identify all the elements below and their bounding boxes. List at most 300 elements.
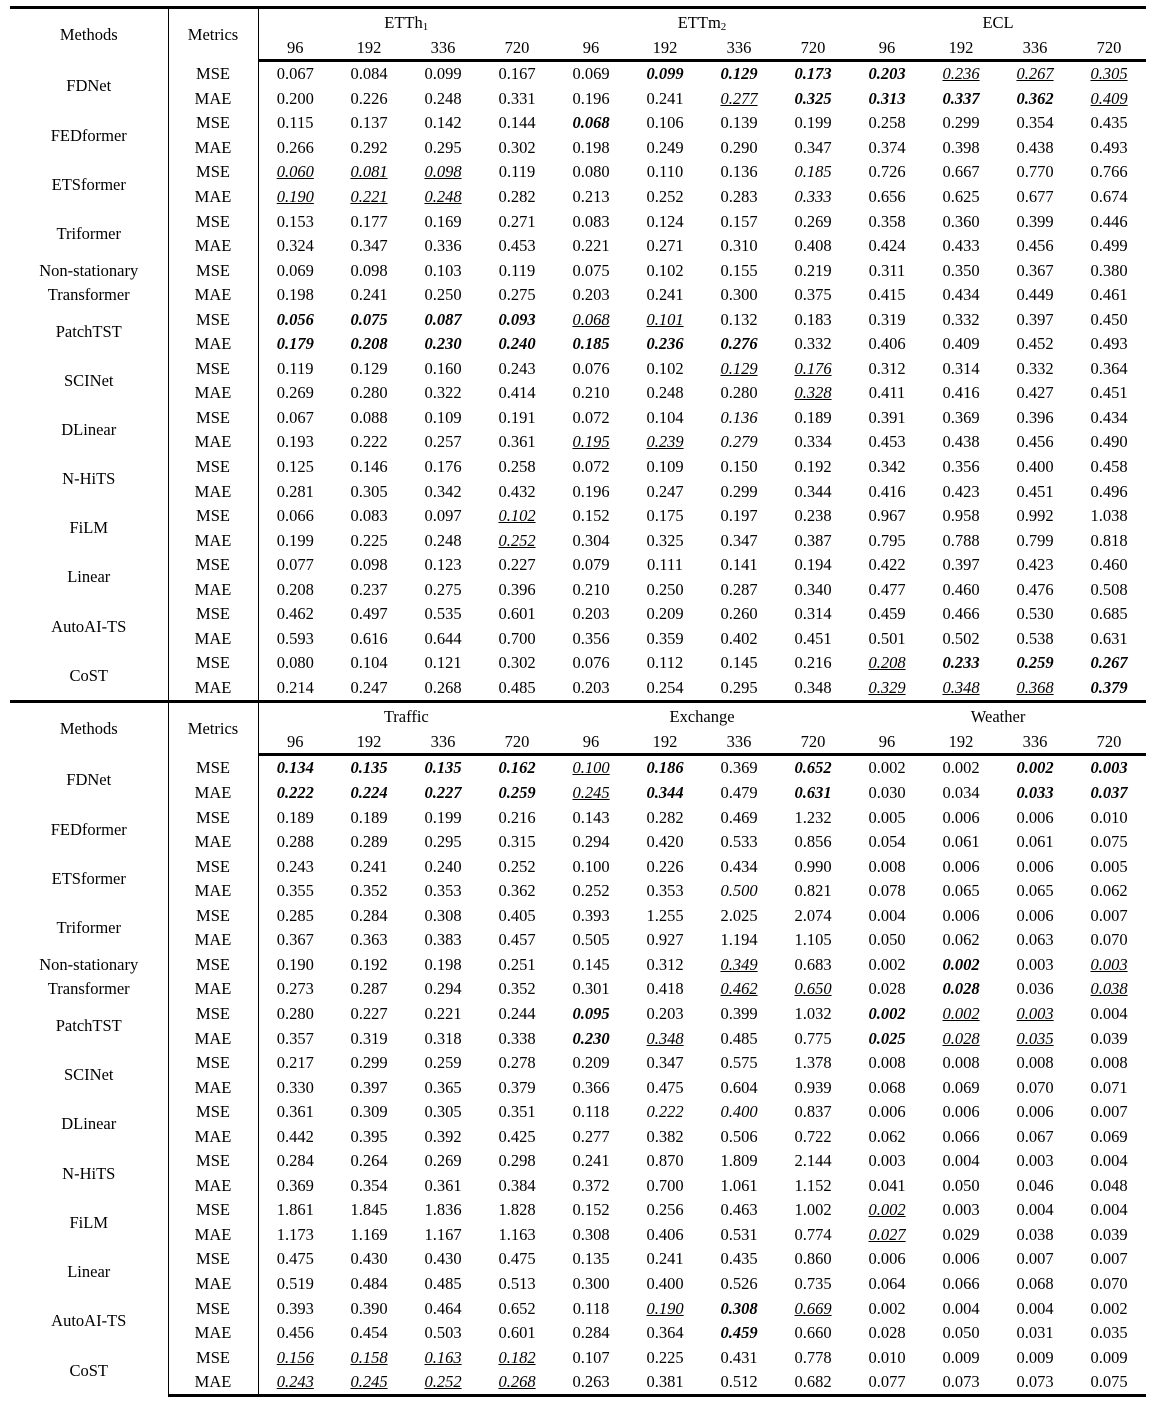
value-cell: 0.392 xyxy=(424,1126,462,1146)
value-cell: 0.453 xyxy=(498,236,536,256)
value-cell: 0.007 xyxy=(1016,1249,1054,1269)
value-cell: 0.365 xyxy=(424,1077,462,1097)
value-cell: 0.325 xyxy=(794,88,832,108)
value-cell: 0.990 xyxy=(794,856,832,876)
value-cell: 0.036 xyxy=(1016,979,1054,999)
value-cell: 0.352 xyxy=(498,979,536,999)
value-cell: 0.435 xyxy=(720,1249,758,1269)
value-cell: 0.048 xyxy=(1090,1175,1128,1195)
value-cell: 0.111 xyxy=(647,555,683,575)
value-cell: 0.656 xyxy=(868,187,906,206)
value-cell: 0.109 xyxy=(646,457,684,477)
value-cell: 0.967 xyxy=(868,506,906,526)
value-cell: 0.452 xyxy=(1016,334,1054,354)
value-cell: 0.290 xyxy=(720,137,758,157)
metric-label: MSE xyxy=(168,1002,258,1027)
value-cell: 0.354 xyxy=(350,1175,388,1195)
value-cell: 0.118 xyxy=(572,1298,610,1318)
value-cell: 0.233 xyxy=(942,653,980,673)
value-cell: 0.287 xyxy=(720,579,758,599)
value-cell: 0.190 xyxy=(258,953,332,978)
value-cell: 0.259 xyxy=(1016,653,1054,673)
value-cell: 0.209 xyxy=(572,1053,610,1073)
value-cell: 0.004 xyxy=(942,1298,980,1318)
value-cell: 0.006 xyxy=(942,1249,980,1269)
table-row xyxy=(10,307,1146,332)
value-cell: 0.025 xyxy=(868,1028,906,1048)
value-cell: 0.485 xyxy=(498,677,536,697)
value-cell: 0.312 xyxy=(646,954,684,974)
value-cell: 0.476 xyxy=(1016,579,1054,599)
value-cell: 0.349 xyxy=(720,954,758,974)
value-cell: 0.414 xyxy=(498,383,536,403)
value-cell: 0.226 xyxy=(350,88,388,108)
value-cell: 0.328 xyxy=(794,383,832,403)
value-cell: 0.460 xyxy=(942,579,980,599)
value-cell: 0.244 xyxy=(498,1003,536,1023)
metric-label: MAE xyxy=(168,1223,258,1248)
value-cell: 0.355 xyxy=(258,879,332,904)
value-cell: 0.280 xyxy=(258,1002,332,1027)
value-cell: 0.348 xyxy=(942,677,980,697)
value-cell: 0.266 xyxy=(258,136,332,161)
value-cell: 0.766 xyxy=(1090,162,1128,182)
metric-label: MAE xyxy=(168,1370,258,1396)
value-cell: 0.068 xyxy=(572,113,610,133)
value-cell: 0.252 xyxy=(406,1370,480,1396)
horizon-header: 720 xyxy=(1072,731,1146,755)
value-cell: 0.208 xyxy=(350,334,388,354)
value-cell: 0.353 xyxy=(646,881,684,901)
value-cell: 0.221 xyxy=(350,187,388,206)
metric-label: MSE xyxy=(168,1149,258,1174)
value-cell: 0.660 xyxy=(794,1323,832,1343)
value-cell: 0.461 xyxy=(1090,285,1128,305)
value-cell: 0.129 xyxy=(720,358,758,378)
value-cell: 0.601 xyxy=(498,1323,536,1343)
value-cell: 0.499 xyxy=(1090,236,1128,256)
value-cell: 0.031 xyxy=(1016,1323,1054,1343)
value-cell: 0.093 xyxy=(498,309,536,329)
value-cell: 0.199 xyxy=(794,113,832,133)
table-row xyxy=(10,455,1146,480)
value-cell: 0.101 xyxy=(646,309,684,329)
value-cell: 0.454 xyxy=(350,1323,388,1343)
value-cell: 0.652 xyxy=(498,1298,536,1318)
value-cell: 0.674 xyxy=(1090,187,1128,206)
value-cell: 0.099 xyxy=(424,64,462,84)
value-cell: 0.079 xyxy=(572,555,610,575)
value-cell: 0.351 xyxy=(498,1102,536,1122)
value-cell: 0.860 xyxy=(794,1249,832,1269)
metric-label: MSE xyxy=(168,651,258,676)
value-cell: 0.098 xyxy=(424,162,462,182)
value-cell: 0.003 xyxy=(1090,758,1128,778)
value-cell: 0.046 xyxy=(1016,1175,1054,1195)
value-cell: 0.005 xyxy=(868,807,906,827)
table-row xyxy=(10,953,1146,978)
value-cell: 0.095 xyxy=(572,1003,610,1023)
value-cell: 0.347 xyxy=(646,1053,684,1073)
value-cell: 0.258 xyxy=(868,113,906,133)
value-cell: 0.434 xyxy=(720,856,758,876)
value-cell: 0.305 xyxy=(1090,64,1128,84)
value-cell: 0.028 xyxy=(868,1323,906,1343)
value-cell: 0.061 xyxy=(942,832,980,852)
value-cell: 0.008 xyxy=(1016,1053,1054,1073)
metric-label: MAE xyxy=(168,479,258,504)
value-cell: 0.136 xyxy=(720,162,758,182)
value-cell: 0.073 xyxy=(998,1370,1072,1396)
value-cell: 0.311 xyxy=(868,260,906,280)
value-cell: 0.451 xyxy=(794,628,832,648)
value-cell: 0.098 xyxy=(350,260,388,280)
value-cell: 0.685 xyxy=(1090,604,1128,624)
method-name: Non-stationary Transformer xyxy=(39,260,139,304)
metric-label: MAE xyxy=(168,332,258,357)
value-cell: 0.332 xyxy=(1016,358,1054,378)
value-cell: 0.119 xyxy=(258,357,332,382)
value-cell: 0.269 xyxy=(424,1151,462,1171)
value-cell: 0.069 xyxy=(258,258,332,283)
metric-label: MSE xyxy=(168,1296,258,1321)
value-cell: 0.002 xyxy=(1090,1298,1128,1318)
value-cell: 0.475 xyxy=(498,1249,536,1269)
value-cell: 0.446 xyxy=(1090,211,1128,231)
value-cell: 0.379 xyxy=(498,1077,536,1097)
method-name: FDNet xyxy=(66,75,112,95)
value-cell: 0.102 xyxy=(646,358,684,378)
value-cell: 0.241 xyxy=(646,285,684,305)
value-cell: 0.219 xyxy=(794,260,832,280)
value-cell: 2.025 xyxy=(720,905,758,925)
value-cell: 0.077 xyxy=(850,1370,924,1396)
value-cell: 0.189 xyxy=(350,807,388,827)
method-name: PatchTST xyxy=(55,322,122,342)
table-row xyxy=(10,553,1146,578)
value-cell: 0.216 xyxy=(794,653,832,673)
value-cell: 0.004 xyxy=(1090,1200,1128,1220)
value-cell: 0.526 xyxy=(720,1273,758,1293)
value-cell: 0.259 xyxy=(424,1053,462,1073)
value-cell: 0.230 xyxy=(424,334,462,354)
value-cell: 0.322 xyxy=(424,383,462,403)
value-cell: 0.124 xyxy=(646,211,684,231)
results-table-1 xyxy=(10,6,1146,700)
value-cell: 0.289 xyxy=(350,832,388,852)
value-cell: 0.238 xyxy=(794,506,832,526)
value-cell: 0.356 xyxy=(572,628,610,648)
dataset-header: ECL xyxy=(850,8,1146,38)
value-cell: 1.152 xyxy=(794,1175,832,1195)
table-row xyxy=(10,1247,1146,1272)
table-row xyxy=(10,1002,1146,1027)
value-cell: 0.141 xyxy=(720,555,758,575)
table-row xyxy=(10,381,1146,406)
value-cell: 0.400 xyxy=(646,1273,684,1293)
value-cell: 0.432 xyxy=(498,481,536,501)
value-cell: 0.226 xyxy=(646,856,684,876)
value-cell: 0.225 xyxy=(350,530,388,550)
value-cell: 0.142 xyxy=(424,113,462,133)
value-cell: 0.416 xyxy=(942,383,980,403)
value-cell: 0.308 xyxy=(572,1224,610,1244)
value-cell: 0.002 xyxy=(868,758,906,778)
value-cell: 0.065 xyxy=(942,881,980,901)
value-cell: 0.196 xyxy=(572,88,610,108)
metric-label: MAE xyxy=(168,185,258,210)
value-cell: 1.232 xyxy=(794,807,832,827)
value-cell: 0.275 xyxy=(424,579,462,599)
dataset-header: Weather xyxy=(850,702,1146,732)
value-cell: 0.302 xyxy=(498,653,536,673)
value-cell: 0.325 xyxy=(646,530,684,550)
horizon-header: 96 xyxy=(850,37,924,61)
value-cell: 0.167 xyxy=(498,64,536,84)
value-cell: 0.260 xyxy=(720,604,758,624)
value-cell: 0.103 xyxy=(424,260,462,280)
value-cell: 0.081 xyxy=(350,162,388,182)
value-cell: 0.185 xyxy=(794,162,832,182)
horizon-header: 720 xyxy=(480,731,554,755)
value-cell: 0.451 xyxy=(1016,481,1054,501)
value-cell: 0.475 xyxy=(258,1247,332,1272)
metric-label: MSE xyxy=(168,357,258,382)
value-cell: 0.208 xyxy=(868,653,906,673)
value-cell: 0.039 xyxy=(1090,1028,1128,1048)
table-row xyxy=(10,928,1146,953)
method-name: Triformer xyxy=(56,918,121,938)
value-cell: 0.399 xyxy=(1016,211,1054,231)
value-cell: 0.225 xyxy=(646,1347,684,1367)
metric-label: MAE xyxy=(168,1075,258,1100)
value-cell: 0.069 xyxy=(1090,1126,1128,1146)
value-cell: 0.061 xyxy=(1016,832,1054,852)
value-cell: 0.213 xyxy=(572,187,610,206)
value-cell: 0.008 xyxy=(868,856,906,876)
value-cell: 0.453 xyxy=(868,432,906,452)
table-row xyxy=(10,1174,1146,1199)
value-cell: 0.003 xyxy=(1090,954,1128,974)
value-cell: 0.280 xyxy=(720,383,758,403)
value-cell: 0.240 xyxy=(498,334,536,354)
value-cell: 0.294 xyxy=(424,979,462,999)
value-cell: 0.027 xyxy=(868,1224,906,1244)
value-cell: 0.669 xyxy=(794,1298,832,1318)
value-cell: 0.241 xyxy=(646,1249,684,1269)
value-cell: 0.434 xyxy=(1090,407,1128,427)
value-cell: 0.203 xyxy=(868,64,906,84)
value-cell: 0.006 xyxy=(942,1102,980,1122)
value-cell: 0.458 xyxy=(1090,457,1128,477)
value-cell: 0.409 xyxy=(1090,88,1128,108)
value-cell: 0.194 xyxy=(794,555,832,575)
value-cell: 0.182 xyxy=(498,1347,536,1367)
metric-label: MSE xyxy=(168,1345,258,1370)
horizon-header: 336 xyxy=(406,731,480,755)
value-cell: 0.269 xyxy=(794,211,832,231)
value-cell: 0.338 xyxy=(498,1028,536,1048)
value-cell: 1.163 xyxy=(498,1224,536,1244)
value-cell: 0.007 xyxy=(1090,1102,1128,1122)
method-name: ETSformer xyxy=(51,174,126,194)
table-row xyxy=(10,627,1146,652)
value-cell: 0.490 xyxy=(1090,432,1128,452)
value-cell: 0.464 xyxy=(424,1298,462,1318)
value-cell: 0.506 xyxy=(720,1126,758,1146)
value-cell: 0.007 xyxy=(1090,905,1128,925)
value-cell: 0.006 xyxy=(1016,905,1054,925)
value-cell: 0.139 xyxy=(720,113,758,133)
value-cell: 0.109 xyxy=(424,407,462,427)
table-row xyxy=(10,577,1146,602)
value-cell: 0.601 xyxy=(498,604,536,624)
value-cell: 0.083 xyxy=(350,506,388,526)
value-cell: 0.484 xyxy=(350,1273,388,1293)
value-cell: 0.958 xyxy=(942,506,980,526)
value-cell: 0.190 xyxy=(258,185,332,210)
value-cell: 0.456 xyxy=(258,1321,332,1346)
value-cell: 0.372 xyxy=(572,1175,610,1195)
value-cell: 0.075 xyxy=(350,309,388,329)
value-cell: 0.004 xyxy=(1016,1200,1054,1220)
value-cell: 0.066 xyxy=(258,504,332,529)
value-cell: 0.382 xyxy=(646,1126,684,1146)
value-cell: 0.083 xyxy=(572,211,610,231)
value-cell: 0.423 xyxy=(942,481,980,501)
value-cell: 0.221 xyxy=(424,1003,462,1023)
value-cell: 0.145 xyxy=(720,653,758,673)
value-cell: 0.395 xyxy=(350,1126,388,1146)
value-cell: 1.809 xyxy=(720,1151,758,1171)
value-cell: 0.466 xyxy=(942,604,980,624)
value-cell: 0.176 xyxy=(794,358,832,378)
value-cell: 0.682 xyxy=(776,1370,850,1396)
dataset-header: ETTm$_2$ xyxy=(554,8,850,38)
value-cell: 0.442 xyxy=(258,1124,332,1149)
value-cell: 0.273 xyxy=(258,977,332,1002)
value-cell: 0.080 xyxy=(258,651,332,676)
value-cell: 0.006 xyxy=(868,1102,906,1122)
value-cell: 0.066 xyxy=(942,1273,980,1293)
table-row xyxy=(10,651,1146,676)
table-row xyxy=(10,430,1146,455)
value-cell: 1.173 xyxy=(258,1223,332,1248)
value-cell: 0.078 xyxy=(868,881,906,901)
value-cell: 0.065 xyxy=(1016,881,1054,901)
value-cell: 0.450 xyxy=(1090,309,1128,329)
value-cell: 0.422 xyxy=(868,555,906,575)
value-cell: 0.294 xyxy=(572,832,610,852)
metric-label: MAE xyxy=(168,381,258,406)
horizon-header: 96 xyxy=(554,37,628,61)
value-cell: 0.118 xyxy=(572,1102,610,1122)
value-cell: 0.004 xyxy=(1090,1151,1128,1171)
value-cell: 0.038 xyxy=(1090,979,1128,999)
method-name: N-HiTS xyxy=(62,469,116,489)
value-cell: 0.332 xyxy=(942,309,980,329)
value-cell: 2.144 xyxy=(794,1151,832,1171)
table-row xyxy=(10,1296,1146,1321)
table-row xyxy=(10,1075,1146,1100)
value-cell: 0.050 xyxy=(868,930,906,950)
value-cell: 0.409 xyxy=(942,334,980,354)
value-cell: 0.237 xyxy=(350,579,388,599)
value-cell: 0.347 xyxy=(350,236,388,256)
value-cell: 0.028 xyxy=(942,979,980,999)
value-cell: 0.008 xyxy=(868,1053,906,1073)
value-cell: 0.575 xyxy=(720,1053,758,1073)
value-cell: 0.369 xyxy=(720,758,758,778)
value-cell: 0.216 xyxy=(498,807,536,827)
value-cell: 0.076 xyxy=(572,653,610,673)
method-name: AutoAI-TS xyxy=(51,1310,127,1330)
value-cell: 0.050 xyxy=(942,1323,980,1343)
value-cell: 0.033 xyxy=(1016,783,1054,803)
value-cell: 0.284 xyxy=(350,905,388,925)
table-row xyxy=(10,136,1146,161)
value-cell: 0.062 xyxy=(1090,881,1128,901)
value-cell: 0.277 xyxy=(720,88,758,108)
value-cell: 0.084 xyxy=(350,64,388,84)
value-cell: 0.030 xyxy=(868,783,906,803)
value-cell: 0.309 xyxy=(350,1102,388,1122)
value-cell: 0.264 xyxy=(350,1151,388,1171)
horizon-header: 720 xyxy=(776,731,850,755)
value-cell: 0.009 xyxy=(1090,1347,1128,1367)
value-cell: 0.358 xyxy=(868,211,906,231)
value-cell: 0.282 xyxy=(646,807,684,827)
value-cell: 0.300 xyxy=(572,1273,610,1293)
value-cell: 0.774 xyxy=(794,1224,832,1244)
value-cell: 0.050 xyxy=(942,1175,980,1195)
value-cell: 0.136 xyxy=(720,407,758,427)
value-cell: 0.258 xyxy=(498,457,536,477)
method-name: AutoAI-TS xyxy=(51,616,127,636)
value-cell: 0.530 xyxy=(1016,604,1054,624)
method-name: Non-stationary Transformer xyxy=(39,955,139,999)
metric-label: MAE xyxy=(168,676,258,701)
value-cell: 0.361 xyxy=(424,1175,462,1195)
value-cell: 0.268 xyxy=(424,677,462,697)
value-cell: 0.301 xyxy=(572,979,610,999)
value-cell: 1.169 xyxy=(350,1224,388,1244)
value-cell: 0.227 xyxy=(350,1003,388,1023)
value-cell: 0.508 xyxy=(1090,579,1128,599)
table-row xyxy=(10,1051,1146,1076)
value-cell: 0.305 xyxy=(424,1102,462,1122)
value-cell: 0.726 xyxy=(868,162,906,182)
value-cell: 0.222 xyxy=(646,1102,684,1122)
value-cell: 0.203 xyxy=(572,285,610,305)
value-cell: 0.068 xyxy=(868,1077,906,1097)
table-row xyxy=(10,1345,1146,1370)
value-cell: 0.029 xyxy=(942,1224,980,1244)
value-cell: 0.380 xyxy=(1090,260,1128,280)
value-cell: 0.485 xyxy=(424,1273,462,1293)
value-cell: 0.667 xyxy=(942,162,980,182)
value-cell: 0.424 xyxy=(868,236,906,256)
value-cell: 0.700 xyxy=(498,628,536,648)
value-cell: 0.315 xyxy=(498,832,536,852)
value-cell: 1.861 xyxy=(258,1198,332,1223)
value-cell: 0.192 xyxy=(350,954,388,974)
value-cell: 0.677 xyxy=(1016,187,1054,206)
horizon-header: 336 xyxy=(702,37,776,61)
method-name: PatchTST xyxy=(55,1016,122,1036)
value-cell: 0.263 xyxy=(554,1370,628,1396)
value-cell: 0.281 xyxy=(258,479,332,504)
